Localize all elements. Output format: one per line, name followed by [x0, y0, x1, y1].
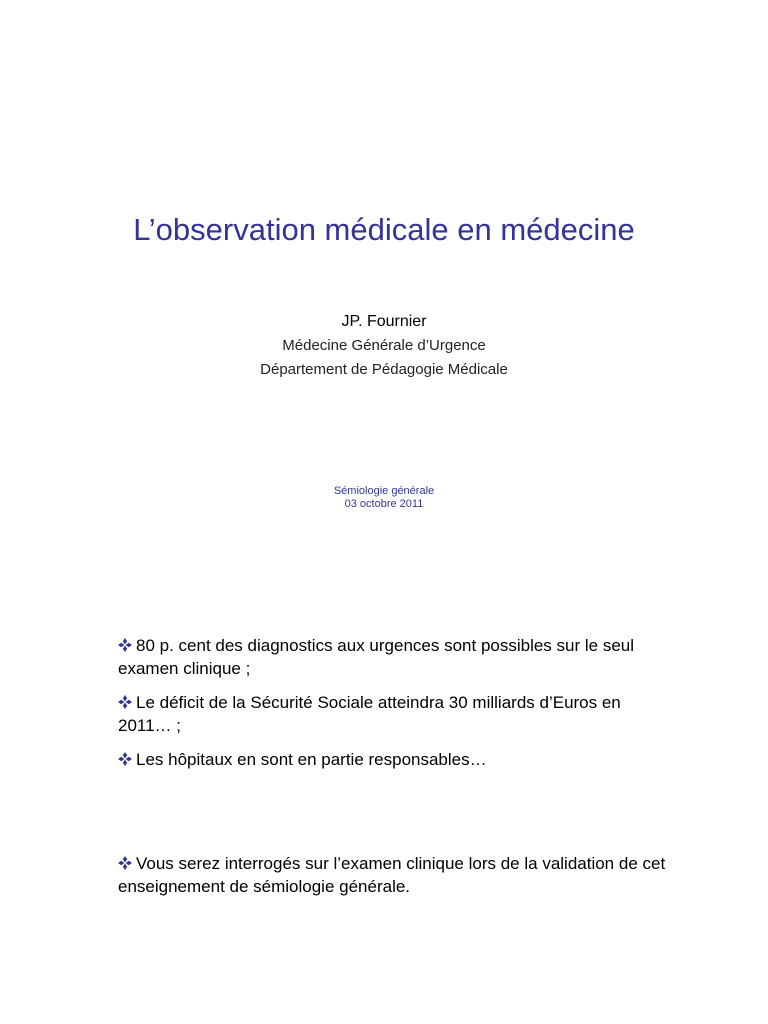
course-name: Sémiologie générale — [333, 485, 435, 497]
affiliation-line-1: Médecine Générale d’Urgence — [282, 337, 486, 354]
author-name: JP. Fournier — [341, 313, 427, 330]
affiliation-line-2: Département de Pédagogie Médicale — [260, 361, 508, 378]
bullet-item — [118, 691, 678, 737]
bullet-item — [118, 634, 678, 680]
diamond-bullet-icon — [118, 752, 132, 766]
bullet-text: 80 p. cent des diagnostics aux urgences sont possibles sur le seul examen clinique ; — [118, 636, 635, 678]
bullet-text: Les hôpitaux en sont en partie responsables… — [136, 750, 487, 769]
author-block — [0, 310, 768, 382]
course-date: 03 octobre 2011 — [344, 498, 424, 510]
slide-title: L’observation médicale en médecine — [133, 212, 635, 247]
diamond-bullet-icon — [118, 638, 132, 652]
course-info — [0, 485, 768, 511]
bullet-list — [118, 634, 678, 782]
bullet-item — [118, 852, 678, 898]
bullet-text: Le déficit de la Sécurité Sociale atteindra 30 milliards d’Euros en 2011… ; — [118, 693, 621, 735]
bullet-item — [118, 748, 678, 771]
bullet-text: Vous serez interrogés sur l’examen clinique lors de la validation de cet enseignement de sémiologie générale. — [118, 854, 666, 896]
diamond-bullet-icon — [118, 695, 132, 709]
diamond-bullet-icon — [118, 856, 132, 870]
